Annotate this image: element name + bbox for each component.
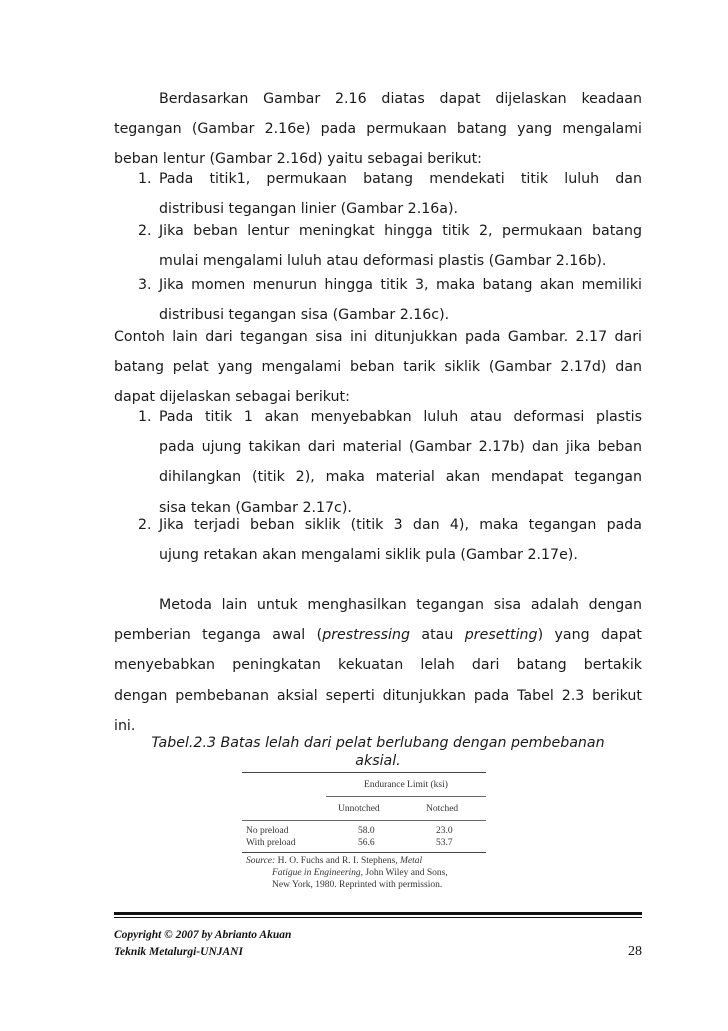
table-row-label: No preload (246, 826, 289, 836)
list-line: Jika momen menurun hingga titik 3, maka batang akan memiliki (159, 277, 642, 293)
paragraph-line (114, 620, 642, 650)
table-source-line: New York, 1980. Reprinted with permission. (272, 880, 443, 890)
text-run: John Wiley and Sons, (363, 868, 448, 878)
paragraph-prestressing (114, 590, 642, 741)
text-run: ) yang dapat (537, 627, 642, 644)
list-item (114, 510, 642, 570)
page-number: 28 (628, 944, 642, 959)
footer-rule (114, 917, 642, 918)
table-cell: 56.6 (358, 838, 375, 848)
text-run: pemberian teganga awal ( (114, 627, 323, 644)
table-group-header: Endurance Limit (ksi) (364, 780, 448, 790)
table-source-line (272, 868, 448, 878)
text-run: Fatigue in Engineering, (272, 868, 364, 878)
list-number: 3. (138, 277, 152, 293)
table-col-header: Unnotched (338, 804, 380, 814)
list-line: Jika terjadi beban siklik (titik 3 dan 4), maka tegangan pada (159, 517, 642, 533)
caption-line: Tabel.2.3 Batas lelah dari pelat berlubang dengan pembebanan (151, 735, 605, 751)
paragraph-line: Berdasarkan Gambar 2.16 diatas dapat dijelaskan keadaan (159, 91, 642, 107)
list-line: distribusi tegangan sisa (Gambar 2.16c). (159, 307, 450, 324)
paragraph-line: menyebabkan peningkatan kekuatan lelah dari batang bertakik (114, 657, 642, 674)
table-source-line (246, 856, 422, 866)
table-group-rule (326, 796, 486, 797)
table-top-rule (242, 772, 486, 773)
list-line: Pada titik1, permukaan batang mendekati titik luluh dan (159, 171, 642, 187)
list-line: mulai mengalami luluh atau deformasi plastis (Gambar 2.16b). (159, 253, 607, 270)
table-cell: 58.0 (358, 826, 375, 836)
table-col-header: Notched (426, 804, 459, 814)
list-line: distribusi tegangan linier (Gambar 2.16a). (159, 201, 459, 218)
caption-line: aksial. (355, 753, 401, 769)
term-prestressing: prestressing (322, 627, 410, 644)
table-header-rule (242, 820, 486, 821)
list-number: 2. (138, 223, 152, 239)
list-item (114, 402, 642, 523)
paragraph-line: dapat dijelaskan sebagai berikut: (114, 389, 350, 406)
endurance-limit-table (242, 772, 488, 896)
term-presetting: presetting (464, 627, 538, 644)
paragraph-intro (114, 84, 642, 175)
text-run: atau (410, 627, 465, 644)
table-cell: 23.0 (436, 826, 453, 836)
footer-copyright: Copyright © 2007 by Abrianto Akuan (114, 929, 292, 941)
list-line: Jika beban lentur meningkat hingga titik 2, permukaan batang (159, 223, 642, 239)
list-item (114, 216, 642, 276)
list-number: 2. (138, 517, 152, 533)
paragraph-line: Metoda lain untuk menghasilkan tegangan sisa adalah dengan (159, 597, 642, 613)
table-row-label: With preload (246, 838, 296, 848)
list-line: Pada titik 1 akan menyebabkan luluh atau deformasi plastis (159, 409, 642, 425)
source-label: Source: (246, 856, 276, 866)
table-cell: 53.7 (436, 838, 453, 848)
list-number: 1. (138, 409, 152, 425)
paragraph-line: ini. (114, 717, 136, 734)
paragraph-line: batang pelat yang mengalami beban tarik siklik (Gambar 2.17d) dan (114, 359, 642, 376)
list-line: dihilangkan (titik 2), maka material akan mendapat tegangan (159, 469, 642, 486)
text-run: Metal (400, 856, 423, 866)
footer-rule (114, 912, 642, 915)
paragraph-line: beban lentur (Gambar 2.16d) yaitu sebagai berikut: (114, 151, 482, 168)
list-line: ujung retakan akan mengalami siklik pula (Gambar 2.17e). (159, 547, 578, 564)
paragraph-line: dengan pembebanan aksial seperti ditunjukkan pada Tabel 2.3 berikut (114, 687, 642, 704)
list-number: 1. (138, 171, 152, 187)
list-line: sisa tekan (Gambar 2.17c). (159, 499, 352, 516)
table-caption (114, 734, 642, 770)
table-bottom-rule (242, 852, 486, 853)
paragraph-line: tegangan (Gambar 2.16e) pada permukaan batang yang mengalami (114, 121, 642, 138)
footer-department: Teknik Metalurgi-UNJANI (114, 946, 243, 958)
text-run: H. O. Fuchs and R. I. Stephens, (277, 856, 401, 866)
paragraph-line: Contoh lain dari tegangan sisa ini ditunjukkan pada Gambar. 2.17 dari (114, 329, 642, 345)
list-line: pada ujung takikan dari material (Gambar 2.17b) dan jika beban (159, 439, 642, 456)
paragraph-example (114, 322, 642, 413)
